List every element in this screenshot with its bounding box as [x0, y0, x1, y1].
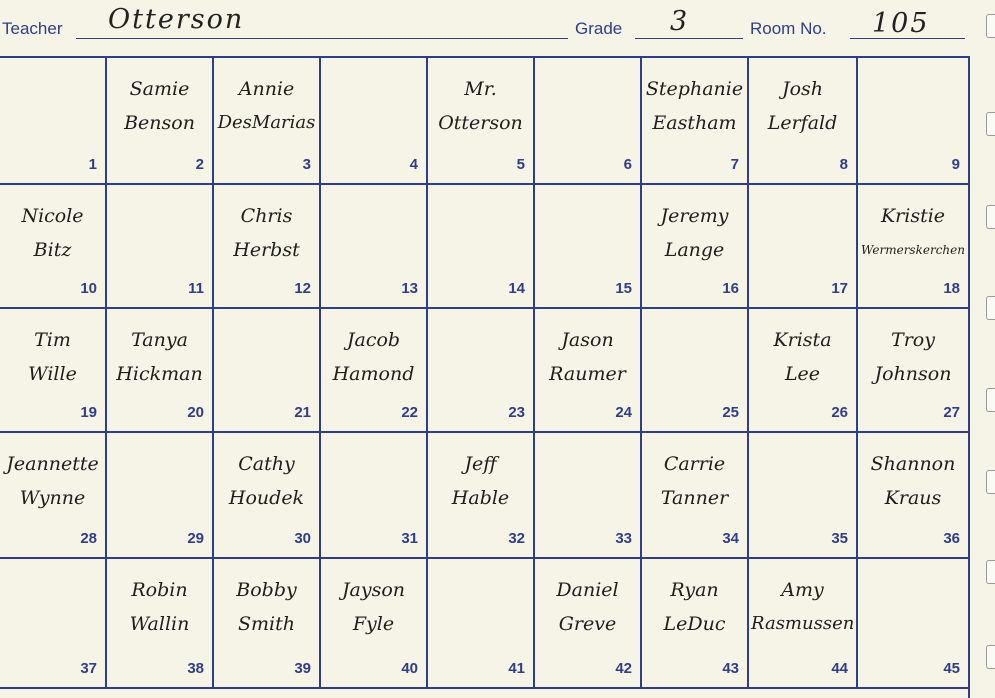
student-first-name: Daniel	[556, 579, 619, 601]
student-last-name: Benson	[124, 112, 195, 134]
student-name	[537, 573, 638, 641]
seat-number: 43	[722, 660, 739, 677]
student-first-name: Krista	[773, 329, 832, 351]
student-first-name: Troy	[891, 329, 935, 351]
teacher-label: Teacher	[2, 19, 63, 38]
seat-cell	[319, 58, 426, 185]
seat-number: 9	[951, 156, 960, 173]
student-name	[216, 199, 317, 267]
student-first-name: Samie	[129, 78, 190, 100]
seat-cell	[105, 433, 212, 559]
seat-cell	[0, 433, 105, 559]
seat-cell	[747, 185, 856, 309]
seat-number: 30	[294, 530, 311, 547]
student-name	[644, 447, 745, 515]
seat-cell	[319, 559, 426, 689]
seat-cell	[426, 309, 533, 433]
seat-cell	[426, 185, 533, 309]
seat-cell	[747, 58, 856, 185]
seat-cell	[0, 58, 105, 185]
student-last-name: Lange	[664, 239, 725, 261]
student-name	[751, 72, 854, 140]
seat-cell	[856, 433, 968, 559]
student-first-name: Jacob	[346, 329, 401, 351]
seat-cell	[640, 309, 747, 433]
seat-number: 25	[722, 404, 739, 421]
seat-cell	[426, 559, 533, 689]
student-last-name: Eastham	[652, 112, 737, 134]
seat-cell	[533, 309, 640, 433]
student-name	[216, 447, 317, 515]
seat-cell	[105, 309, 212, 433]
binder-tab	[986, 14, 995, 38]
seat-number: 45	[943, 660, 960, 677]
seat-cell	[533, 185, 640, 309]
seat-number: 15	[615, 280, 632, 297]
seat-number: 13	[401, 280, 418, 297]
student-name	[109, 72, 210, 140]
student-last-name: Kraus	[884, 487, 942, 509]
student-first-name: Jeannette	[6, 453, 99, 475]
seat-number: 44	[831, 660, 848, 677]
seat-cell	[212, 559, 319, 689]
student-last-name: LeDuc	[663, 613, 726, 635]
student-last-name: Bitz	[33, 239, 72, 261]
binder-tab	[986, 645, 995, 669]
seat-number: 24	[615, 404, 632, 421]
seat-number: 2	[195, 156, 204, 173]
student-name	[323, 573, 424, 641]
binder-tab	[986, 470, 995, 494]
seat-cell	[212, 433, 319, 559]
seat-number: 14	[508, 280, 525, 297]
chart-header	[0, 0, 995, 55]
binder-tab	[986, 112, 995, 136]
student-first-name: Josh	[781, 78, 824, 100]
student-first-name: Shannon	[870, 453, 956, 475]
student-name	[430, 447, 531, 515]
student-last-name: Rasmussen	[751, 613, 855, 634]
student-last-name: Otterson	[438, 112, 523, 134]
student-last-name: Houdek	[228, 487, 305, 509]
seat-number: 11	[188, 280, 204, 297]
seat-number: 36	[943, 530, 960, 547]
student-last-name: Lee	[784, 363, 821, 385]
grade-line	[635, 38, 743, 39]
seat-cell	[640, 433, 747, 559]
seat-number: 26	[831, 404, 848, 421]
seat-cell	[105, 559, 212, 689]
seat-cell	[426, 58, 533, 185]
student-first-name: Cathy	[238, 453, 295, 475]
student-name	[644, 72, 745, 140]
student-last-name: Smith	[238, 613, 295, 635]
seat-cell	[856, 185, 968, 309]
student-name	[860, 199, 966, 267]
student-name	[2, 323, 103, 391]
student-name	[216, 573, 317, 641]
seat-number: 6	[623, 156, 632, 173]
binder-tabs	[981, 0, 995, 675]
student-name	[644, 573, 745, 641]
student-last-name: Wallin	[129, 613, 190, 635]
student-last-name: Wynne	[19, 487, 86, 509]
seat-cell	[533, 433, 640, 559]
student-first-name: Amy	[781, 579, 824, 601]
binder-tab	[986, 388, 995, 412]
student-last-name: Raumer	[549, 363, 626, 385]
student-first-name: Robin	[131, 579, 188, 601]
seat-cell	[426, 433, 533, 559]
student-name	[2, 199, 103, 267]
student-last-name: Hickman	[116, 363, 203, 385]
room-label: Room No.	[750, 19, 827, 38]
student-first-name: Jeff	[464, 453, 497, 475]
grade-value: 3	[670, 6, 690, 37]
student-last-name: Hable	[451, 487, 510, 509]
student-first-name: Jayson	[341, 579, 406, 601]
seat-cell	[856, 58, 968, 185]
student-name	[860, 323, 966, 391]
binder-tab	[986, 296, 995, 320]
seat-cell	[319, 185, 426, 309]
seat-number: 22	[401, 404, 418, 421]
binder-tab	[986, 560, 995, 584]
seat-number: 20	[187, 404, 204, 421]
student-last-name: Wermerskerchen	[861, 243, 965, 257]
seat-cell	[105, 58, 212, 185]
seat-cell	[319, 433, 426, 559]
seat-number: 35	[831, 530, 848, 547]
student-last-name: Hamond	[332, 363, 415, 385]
student-name	[860, 447, 966, 515]
seat-number: 10	[80, 280, 97, 297]
seat-cell	[212, 309, 319, 433]
student-first-name: Carrie	[663, 453, 726, 475]
seat-number: 41	[508, 660, 525, 677]
binder-tab	[986, 205, 995, 229]
student-last-name: Fyle	[352, 613, 395, 635]
seat-number: 7	[730, 156, 739, 173]
seat-cell	[0, 559, 105, 689]
seat-number: 29	[187, 530, 204, 547]
student-first-name: Jason	[561, 329, 614, 351]
student-name	[216, 72, 317, 140]
seat-cell	[640, 185, 747, 309]
student-first-name: Nicole	[21, 205, 84, 227]
student-last-name: Greve	[558, 613, 617, 635]
student-name	[751, 573, 854, 641]
seat-cell	[747, 433, 856, 559]
student-first-name: Bobby	[236, 579, 297, 601]
seat-cell	[856, 559, 968, 689]
student-name	[109, 323, 210, 391]
seat-cell	[856, 309, 968, 433]
seat-number: 18	[943, 280, 960, 297]
seat-number: 31	[401, 530, 418, 547]
student-name	[430, 72, 531, 140]
grade-label: Grade	[575, 19, 623, 38]
student-name	[2, 447, 103, 515]
student-first-name: Mr.	[464, 78, 497, 100]
seat-cell	[747, 559, 856, 689]
seat-number: 5	[516, 156, 525, 173]
student-name	[644, 199, 745, 267]
seat-cell	[747, 309, 856, 433]
seat-number: 38	[187, 660, 204, 677]
student-last-name: Wille	[28, 363, 77, 385]
student-first-name: Ryan	[670, 579, 719, 601]
seat-number: 23	[508, 404, 525, 421]
student-name	[537, 323, 638, 391]
seat-number: 4	[409, 156, 418, 173]
student-last-name: Lerfald	[767, 112, 838, 134]
seat-number: 3	[302, 156, 311, 173]
student-first-name: Kristie	[880, 205, 946, 227]
student-first-name: Jeremy	[660, 205, 729, 227]
seat-cell	[0, 185, 105, 309]
student-name	[751, 323, 854, 391]
seating-grid	[0, 56, 970, 698]
seat-cell	[212, 58, 319, 185]
seat-cell	[212, 185, 319, 309]
room-value: 105	[872, 8, 930, 39]
student-first-name: Tanya	[131, 329, 188, 351]
seat-number: 19	[80, 404, 97, 421]
seat-number: 42	[615, 660, 632, 677]
seat-cell	[533, 58, 640, 185]
student-first-name: Annie	[238, 78, 295, 100]
seat-cell	[640, 559, 747, 689]
seat-number: 1	[88, 156, 97, 173]
student-name	[109, 573, 210, 641]
student-first-name: Tim	[34, 329, 71, 351]
seat-number: 12	[294, 280, 311, 297]
seat-cell	[105, 185, 212, 309]
seat-number: 40	[401, 660, 418, 677]
student-last-name: Herbst	[233, 239, 300, 261]
student-last-name: Johnson	[874, 363, 952, 385]
seat-number: 8	[839, 156, 848, 173]
seat-cell	[640, 58, 747, 185]
teacher-name: Otterson	[108, 4, 245, 35]
student-first-name: Chris	[240, 205, 293, 227]
seat-number: 33	[615, 530, 632, 547]
student-name	[323, 323, 424, 391]
teacher-line	[76, 38, 568, 39]
student-last-name: DesMarias	[217, 112, 316, 133]
student-last-name: Tanner	[660, 487, 729, 509]
student-first-name: Stephanie	[645, 78, 744, 100]
seat-number: 28	[80, 530, 97, 547]
seat-cell	[319, 309, 426, 433]
seat-cell	[0, 309, 105, 433]
seat-cell	[533, 559, 640, 689]
seat-number: 27	[943, 404, 960, 421]
seat-number: 39	[294, 660, 311, 677]
seat-number: 16	[722, 280, 739, 297]
seat-number: 34	[722, 530, 739, 547]
seat-number: 37	[80, 660, 97, 677]
seat-number: 32	[508, 530, 525, 547]
seat-number: 21	[294, 404, 311, 421]
seat-number: 17	[831, 280, 848, 297]
